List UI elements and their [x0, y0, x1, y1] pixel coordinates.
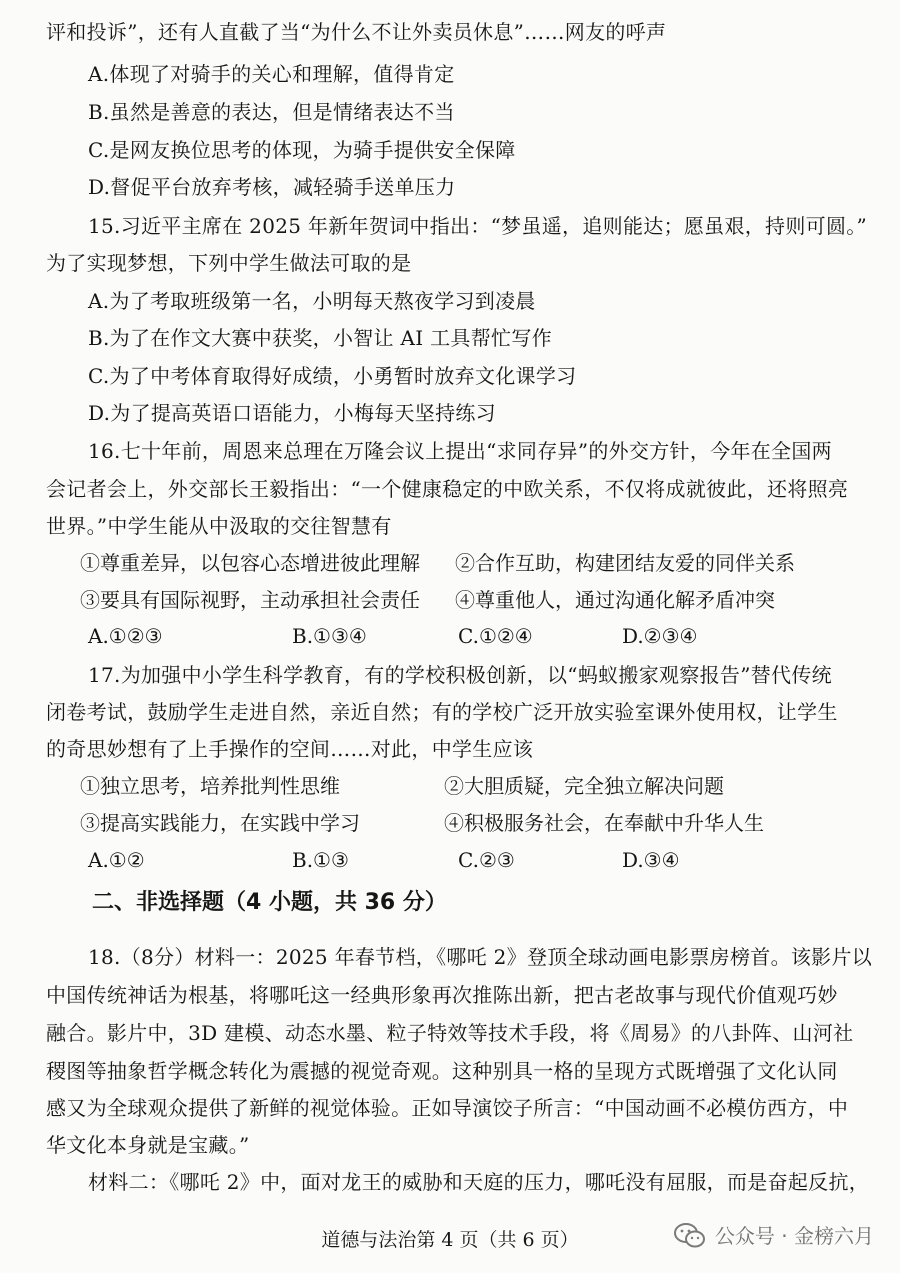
q16-stem-line1: 16.七十年前，周恩来总理在万隆会议上提出“求同存异”的外交方针，今年在全国两	[88, 439, 832, 463]
page-footer: 道德与法治第 4 页（共 6 页）	[321, 1229, 579, 1251]
q18-material1-line6: 华文化本身就是宝藏。”	[46, 1133, 250, 1157]
q17-choice-c: C.②③	[458, 848, 515, 872]
q17-stem-line2: 闭卷考试，鼓励学生走进自然，亲近自然；有的学校广泛开放实验室课外使用权，让学生	[46, 700, 838, 724]
q14-option-d: D.督促平台放弃考核，减轻骑手送单压力	[88, 175, 456, 199]
q18-material1-line5: 感又为全球观众提供了新鲜的视觉体验。正如导演饺子所言：“中国动画不必模仿西方，中	[46, 1096, 849, 1120]
q17-stem-line1: 17.为加强中小学生科学教育，有的学校积极创新，以“蚂蚁搬家观察报告”替代传统	[88, 663, 832, 687]
q17-choice-a: A.①②	[88, 848, 145, 872]
q17-items-row2	[80, 809, 764, 837]
q16-choice-a: A.①②③	[88, 624, 163, 648]
q15-option-c: C.为了中考体育取得好成绩，小勇暂时放弃文化课学习	[88, 364, 577, 388]
wechat-icon	[673, 1221, 707, 1251]
q16-choice-c: C.①②④	[458, 624, 533, 648]
q16-items-row2	[80, 586, 775, 614]
q16-items-row1	[80, 549, 795, 577]
watermark	[673, 1220, 874, 1252]
q17-items-row1	[80, 772, 724, 800]
q15-option-d: D.为了提高英语口语能力，小梅每天坚持练习	[88, 401, 496, 425]
q14-option-b: B.虽然是善意的表达，但是情绪表达不当	[88, 100, 455, 124]
q15-stem-line2: 为了实现梦想，下列中学生做法可取的是	[46, 251, 412, 275]
q16-item-1: ①尊重差异，以包容心态增进彼此理解	[80, 551, 420, 575]
q16-item-3: ③要具有国际视野，主动承担社会责任	[80, 588, 420, 612]
q18-material1-line1: 18.（8分）材料一：2025 年春节档，《哪吒 2》登顶全球动画电影票房榜首。该影片以	[88, 945, 873, 969]
q17-stem-line3: 的奇思妙想有了上手操作的空间……对此，中学生应该	[46, 737, 534, 761]
q14-option-c: C.是网友换位思考的体现，为骑手提供安全保障	[88, 138, 516, 162]
q15-option-b: B.为了在作文大赛中获奖，小智让 AI 工具帮忙写作	[88, 326, 552, 350]
q18-material1-line2: 中国传统神话为根基，将哪吒这一经典形象再次推陈出新，把古老故事与现代价值观巧妙	[46, 983, 838, 1007]
q18-material1-line4: 稷图等抽象哲学概念转化为震撼的视觉奇观。这种别具一格的呈现方式既增强了文化认同	[46, 1059, 838, 1083]
q18-material2-line1: 材料二：《哪吒 2》中，面对龙王的威胁和天庭的压力，哪吒没有屈服，而是奋起反抗，	[88, 1170, 870, 1194]
watermark-text: 公众号 · 金榜六月	[714, 1224, 874, 1248]
q17-item-4: ④积极服务社会，在奉献中升华人生	[444, 811, 764, 835]
q15-option-a: A.为了考取班级第一名，小明每天熬夜学习到凌晨	[88, 289, 536, 313]
q17-choices	[88, 846, 680, 874]
q17-item-3: ③提高实践能力，在实践中学习	[80, 811, 360, 835]
q16-choice-b: B.①③④	[292, 624, 367, 648]
q15-stem-line1: 15.习近平主席在 2025 年新年贺词中指出：“梦虽遥，追则能达；愿虽艰，持则可圆。”	[88, 214, 868, 238]
q16-choice-d: D.②③④	[622, 624, 698, 648]
q17-item-2: ②大胆质疑，完全独立解决问题	[444, 774, 724, 798]
q16-stem-line3: 世界。”中学生能从中汲取的交往智慧有	[46, 514, 392, 538]
q16-choices	[88, 622, 697, 650]
q17-item-1: ①独立思考，培养批判性思维	[80, 774, 340, 798]
q16-item-2: ②合作互助，构建团结友爱的同伴关系	[455, 551, 795, 575]
q16-stem-line2: 会记者会上，外交部长王毅指出：“一个健康稳定的中欧关系，不仅将成就彼此，还将照亮	[46, 477, 849, 501]
q18-material1-line3: 融合。影片中，3D 建模、动态水墨、粒子特效等技术手段，将《周易》的八卦阵、山河社	[46, 1021, 854, 1045]
q14-stem-tail: 评和投诉”，还有人直截了当“为什么不让外卖员休息”……网友的呼声	[46, 20, 667, 44]
q14-option-a: A.体现了对骑手的关心和理解，值得肯定	[88, 62, 455, 86]
section-heading: 二、非选择题（4 小题，共 36 分）	[92, 890, 447, 915]
q17-choice-d: D.③④	[622, 848, 680, 872]
q17-choice-b: B.①③	[292, 848, 349, 872]
q16-item-4: ④尊重他人，通过沟通化解矛盾冲突	[455, 588, 775, 612]
